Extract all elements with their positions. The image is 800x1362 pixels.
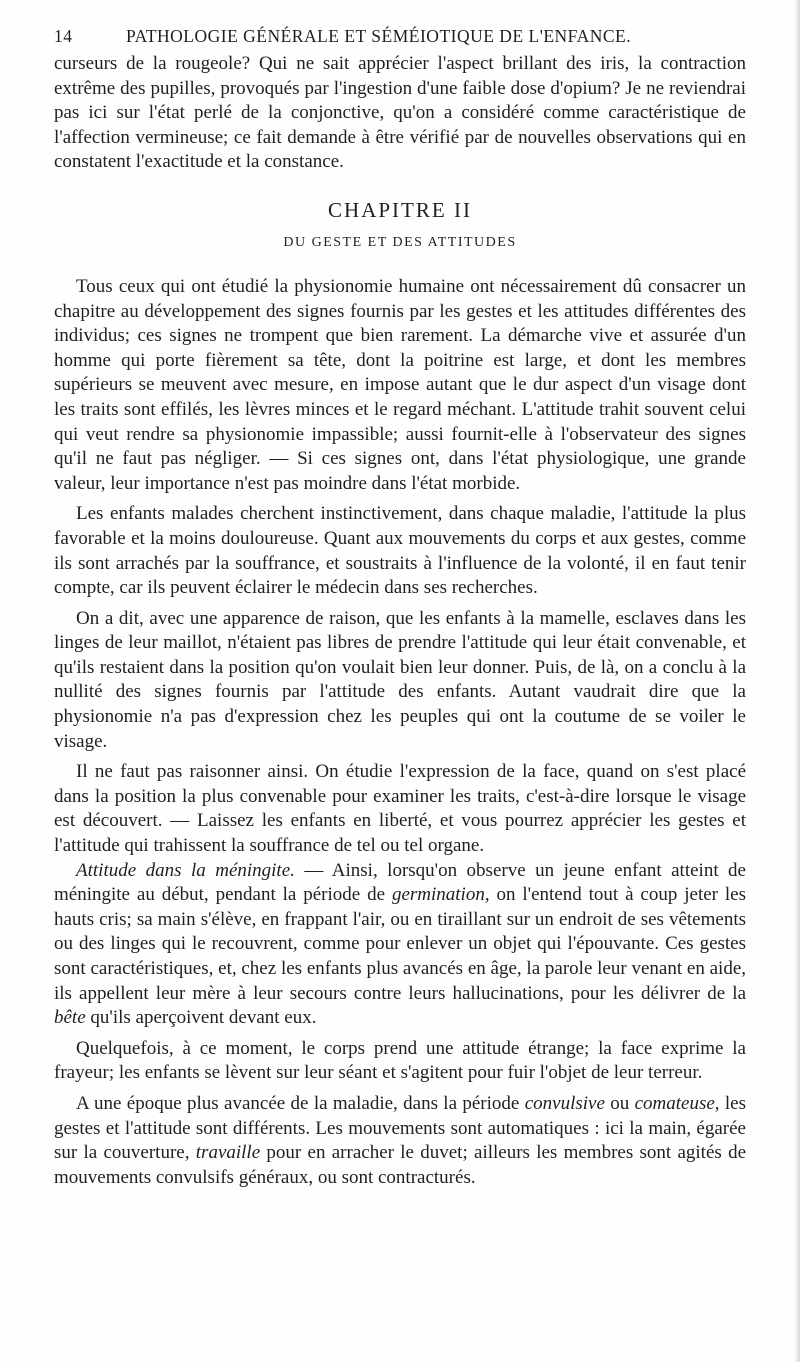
text-span: ou: [604, 1092, 635, 1114]
page-number: 14: [54, 26, 73, 46]
italic-term: convulsive: [524, 1092, 605, 1114]
paragraph-enfants-malades: Les enfants malades cherchent instinctivement, dans chaque maladie, l'attitude la plus favorable et la moins douloureuse. Quant aux mouvements du corps et aux gestes, comme ils sont arrachés par la souffrance, et soustraits à l'influence de la volonté, il en faut tenir compte, car ils peuvent éclairer le médecin dans ses recherches.: [54, 503, 746, 599]
paragraph-mamelle: On a dit, avec une apparence de raison, que les enfants à la mamelle, esclaves dans les linges de leur maillot, n'étaient pas libres de prendre l'attitude qui leur était convenable, et qu'ils restaient dans la position qu'on voulait bien leur donner. Puis, de là, on a conclu à la nullité des signes fournis par l'attitude des enfants. Autant vaudrait dire que la physionomie n'a pas d'expression chez les peuples qui ont la coutume de se voiler le visage.: [54, 607, 746, 752]
paragraph-physionomie: Tous ceux qui ont étudié la physionomie humaine ont nécessairement dû consacrer un chapitre au développement des signes fournis par les gestes et les attitudes différentes des individus; ces signes ne trompent que bien rarement. La démarche vive et assurée d'un homme qui porte fièrement sa tête, dont la poitrine est large, et dont les membres supérieurs se meuvent avec mesure, en impose autant que le dur aspect d'un visage dont les traits sont effilés, les lèvres minces et le regard méchant. L'attitude trahit souvent celui qui veut rendre sa physionomie impassible; aussi fournit-elle à l'observateur des signes qu'il ne faut pas négliger. — Si ces signes ont, dans l'état physiologique, une grande valeur, leur importance n'est pas moindre dans l'état morbide.: [54, 275, 746, 494]
italic-term: bête: [54, 1007, 86, 1029]
italic-term: comateuse: [634, 1092, 715, 1114]
italic-term: germination: [391, 884, 485, 906]
continued-paragraph: curseurs de la rougeole? Qui ne sait apprécier l'aspect brillant des iris, la contraction extrême des pupilles, provoqués par l'ingestion d'une faible dose d'opium? Je ne reviendrai pas ici sur l'état perlé de la conjonctive, qu'on a considéré comme caractéristique de l'affection vermineuse; ce fait demande à être vérifié par de nouvelles observations qui en constatent l'exactitude et la constance.: [54, 53, 746, 173]
paragraph-quelquefois: Quelquefois, à ce moment, le corps prend une attitude étrange; la face exprime la frayeur; les enfants se lèvent sur leur séant et s'agitent pour fuir l'objet de leur terreur.: [54, 1037, 746, 1084]
chapter-subtitle: DU GESTE ET DES ATTITUDES: [283, 234, 517, 250]
paragraph-epoque-avancee: [54, 1092, 746, 1190]
paragraph-raisonner: Il ne faut pas raisonner ainsi. On étudie l'expression de la face, quand on s'est placé dans la position la plus convenable pour examiner les traits, c'est-à-dire lorsque le visage est découvert. — Laissez les enfants en liberté, et vous pourrez apprécier les gestes et l'attitude qui trahissent la souffrance de tel ou tel organe.: [54, 761, 746, 857]
paragraph-meningite: [54, 859, 746, 1031]
text-column: [54, 52, 746, 1190]
section-heading-meningite: Attitude dans la méningite.: [76, 859, 295, 881]
text-span: A une époque plus avancée de la maladie, dans la période: [76, 1092, 525, 1114]
text-span: — Ainsi, lorsqu'on observe un jeune enfant atteint de méningite au début, pendant la période de: [54, 859, 746, 906]
text-span: qu'ils aperçoivent devant eux.: [85, 1007, 317, 1029]
running-head: PATHOLOGIE GÉNÉRALE ET SÉMÉIOTIQUE DE L'ENFANCE.: [126, 26, 632, 46]
chapter-title: CHAPITRE II: [328, 197, 472, 222]
page-edge-shadow: [794, 0, 800, 1362]
text-span: , on l'entend tout à coup jeter les hauts cris; sa main s'élève, en frappant l'air, ou en tiraillant sur un endroit de ses vêtements ou des linges qui le recouvrent, comme pour enlever un objet qui l'épouvante. Ces gestes sont caractéristiques, et, chez les enfants plus avancés en âge, la parole leur venant en aide, ils appellent leur mère à leur secours contre leurs hallucinations, pour les délivrer de la: [54, 884, 746, 1004]
page-header: [54, 26, 746, 52]
text-span: , les gestes et l'attitude sont différents. Les mouvements sont automatiques : ici la main, égarée sur la couverture,: [54, 1092, 747, 1164]
text-span: pour en arracher le duvet; ailleurs les membres sont agités de mouvements convulsifs généraux, ou sont contracturés.: [54, 1142, 747, 1188]
italic-term: travaille: [195, 1142, 261, 1164]
